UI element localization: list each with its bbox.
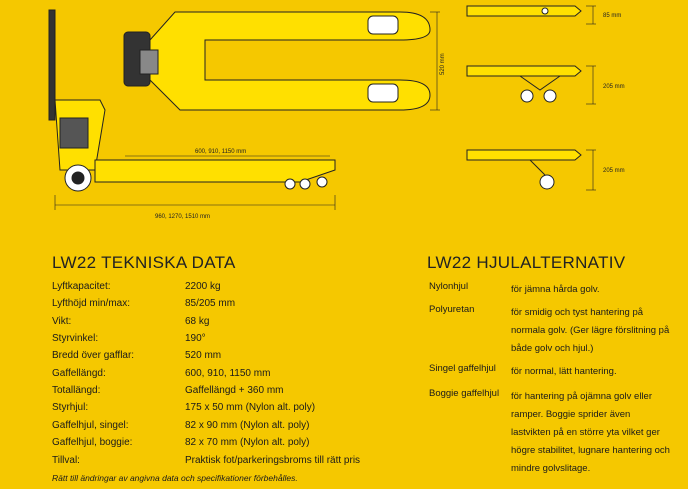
dim-low-height-label: 85 mm	[603, 13, 622, 19]
fork-view-single	[467, 150, 581, 189]
wheels-title: LW22 HJULALTERNATIV	[427, 253, 626, 272]
dim-total-length-label: 960, 1270, 1510 mm	[155, 214, 211, 220]
wheel-label: Boggie gaffelhjul	[429, 388, 500, 399]
spec-label: Lyfthöjd min/max:	[52, 298, 130, 309]
disclaimer-note: Rätt till ändringar av angivna data och specifikationer förbehålles.	[52, 473, 298, 483]
technical-drawing	[0, 0, 688, 232]
wheel-label: Nylonhjul	[429, 281, 469, 292]
spec-label: Lyftkapacitet:	[52, 281, 111, 292]
spec-title: LW22 TEKNISKA DATA	[52, 253, 236, 272]
spec-value: 68 kg	[185, 316, 210, 327]
fork-view-boggie	[467, 66, 581, 102]
wheel-description: för hantering på ojämna golv eller ramper. Boggie sprider även lastvikten på en större yta vilket ger högre stabilitet, lugnare hantering och mindre golvslitage.	[511, 391, 670, 474]
top-view-pallet-truck	[124, 12, 430, 110]
dim-width-label: 520 mm	[440, 53, 446, 75]
spec-value: 82 x 70 mm (Nylon alt. poly)	[185, 437, 310, 448]
spec-value: 2200 kg	[185, 281, 221, 292]
wheel-label: Singel gaffelhjul	[429, 363, 496, 374]
spec-label: Gaffelhjul, boggie:	[52, 437, 133, 448]
spec-label: Totallängd:	[52, 385, 101, 396]
spec-label: Gaffellängd:	[52, 368, 106, 379]
spec-label: Styrvinkel:	[52, 333, 99, 344]
spec-label: Vikt:	[52, 316, 72, 327]
spec-value: 600, 910, 1150 mm	[185, 368, 271, 379]
spec-label: Styrhjul:	[52, 402, 89, 413]
wheel-description: för jämna hårda golv.	[511, 284, 600, 295]
dim-boggie-height-label: 205 mm	[603, 84, 625, 90]
spec-label: Gaffelhjul, singel:	[52, 420, 129, 431]
spec-label: Bredd över gafflar:	[52, 350, 135, 361]
spec-value: 190°	[185, 333, 206, 344]
dim-single-height-label: 205 mm	[603, 168, 625, 174]
spec-value: 85/205 mm	[185, 298, 236, 309]
spec-value: 175 x 50 mm (Nylon alt. poly)	[185, 402, 316, 413]
spec-value: Praktisk fot/parkeringsbroms till rätt pris	[185, 455, 361, 466]
spec-value: Gaffellängd + 360 mm	[185, 385, 284, 396]
spec-value: 82 x 90 mm (Nylon alt. poly)	[185, 420, 310, 431]
wheel-description: för smidig och tyst hantering på normala golv. (Ger lägre förslitning på både golv och hjul.)	[511, 307, 670, 354]
wheel-label: Polyuretan	[429, 304, 475, 315]
dim-fork-length-label: 600, 910, 1150 mm	[195, 149, 247, 155]
spec-value: 520 mm	[185, 350, 222, 361]
spec-label: Tillval:	[52, 455, 80, 466]
fork-view-lowered	[467, 6, 581, 16]
wheel-description: för normal, lätt hantering.	[511, 366, 617, 377]
